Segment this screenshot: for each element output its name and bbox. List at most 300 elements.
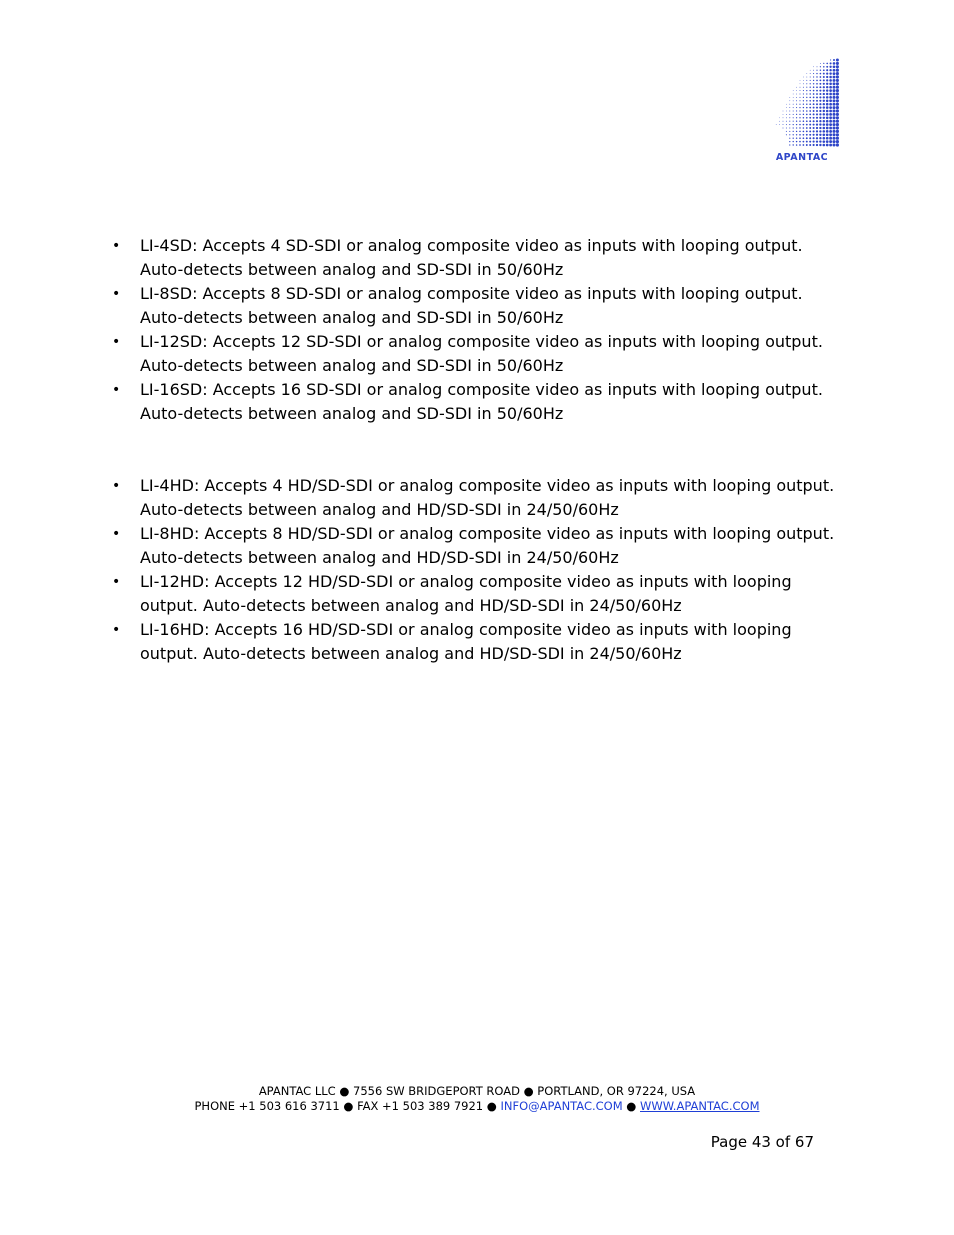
logo-dot [820, 63, 821, 64]
logo-dot [819, 113, 821, 115]
logo-dot [826, 144, 829, 147]
logo-dot [836, 126, 839, 129]
logo-dot [789, 138, 790, 139]
logo-dot [833, 93, 836, 96]
list-item-text: LI-16HD: Accepts 16 HD/SD-SDI or analog composite video as inputs with looping output. Auto-detects between analog and HD/SD-SDI in 24/50/60Hz [140, 620, 792, 663]
logo-dot [819, 93, 821, 95]
logo-dot [799, 120, 800, 121]
list-item [110, 570, 840, 618]
logo-dot [806, 134, 808, 136]
logo-dot [823, 110, 825, 112]
logo-dot [816, 83, 818, 85]
logo-dot [836, 109, 839, 112]
logo-dot [783, 124, 784, 125]
logo-dot [836, 123, 839, 126]
logo-dot [819, 134, 821, 136]
logo-dot [826, 103, 829, 106]
logo-dot [826, 133, 829, 136]
logo-dot [816, 140, 818, 142]
logo-dot [836, 120, 839, 123]
logo-dot [823, 76, 825, 78]
logo-dot [799, 124, 800, 125]
logo-dot [786, 124, 787, 125]
logo-dot [809, 127, 811, 129]
logo-dot [833, 96, 836, 99]
logo-dot [796, 94, 797, 95]
logo-dot [813, 86, 815, 88]
logo-dot [823, 127, 826, 130]
logo-dot [829, 86, 832, 89]
logo-dot [796, 131, 797, 132]
bullet: • [112, 526, 121, 542]
logo-dot [796, 134, 797, 135]
logo-dot [793, 127, 794, 128]
logo-dot [816, 103, 818, 105]
logo-dot [829, 89, 832, 92]
logo-dot [809, 120, 811, 122]
logo-dot [796, 117, 797, 118]
logo-dot [826, 106, 829, 109]
logo-dot [813, 113, 815, 115]
logo-dot [809, 114, 811, 116]
logo-dot [836, 65, 839, 68]
logo-dot [836, 143, 839, 146]
logo-dot [819, 86, 821, 88]
logo-dot [833, 133, 836, 136]
logo-dot [809, 134, 811, 136]
logo-dot [816, 70, 817, 71]
logo-dot [823, 83, 825, 85]
logo-dot [803, 137, 805, 139]
logo-dot [809, 144, 811, 146]
logo-dot [796, 121, 797, 122]
logo-dot [816, 124, 818, 126]
logo-dot [836, 130, 839, 133]
logo-dot [833, 82, 836, 85]
logo-dot [833, 79, 836, 82]
logo-dot [806, 93, 807, 94]
logo-dot [832, 137, 835, 140]
logo-dot [836, 103, 839, 106]
logo-dot [836, 137, 839, 140]
logo-dot [809, 130, 811, 132]
logo-dot [789, 141, 790, 142]
logo-dot [826, 130, 829, 133]
logo-dot [789, 117, 790, 118]
logo-dot [823, 73, 825, 75]
logo-dot [799, 144, 801, 146]
logo-dot [786, 114, 787, 115]
logo-dot [823, 66, 825, 68]
logo-dot [779, 121, 780, 122]
logo-dot [799, 141, 801, 143]
logo-dot [779, 117, 780, 118]
logo-dot [826, 83, 828, 85]
logo-dot [833, 86, 836, 89]
logo-dot [813, 141, 815, 143]
logo-dot [806, 137, 808, 139]
logo-dot [829, 99, 832, 102]
logo-dot [803, 144, 805, 146]
logo-dot [810, 83, 811, 84]
logo-dot [819, 103, 821, 105]
logo-dot [832, 140, 835, 143]
logo-dot [786, 111, 787, 112]
logo-dot [829, 140, 832, 143]
logo-dot [803, 120, 805, 122]
logo-dot [786, 104, 787, 105]
logo-dot [786, 121, 787, 122]
logo-dot [826, 116, 829, 119]
logo-dot [819, 130, 821, 132]
list-item [110, 618, 840, 666]
logo-dot [806, 144, 808, 146]
logo-dot [816, 93, 818, 95]
logo-dot [800, 83, 801, 84]
logo-dot [836, 92, 839, 95]
logo-dot [789, 100, 790, 101]
logo-dot [796, 97, 797, 98]
logo-dot [796, 141, 797, 142]
logo-dot [830, 59, 831, 60]
logo-dot [783, 111, 784, 112]
logo-dot [793, 90, 794, 91]
logo-dot [829, 79, 832, 82]
list-item-text: LI-8HD: Accepts 8 HD/SD-SDI or analog composite video as inputs with looping output. Auto-detects between analog and HD/SD-SDI in 24/50/60Hz [140, 524, 835, 567]
logo-dot [806, 107, 808, 109]
logo-dot [809, 124, 811, 126]
bullet: • [112, 478, 121, 494]
logo-dot [833, 99, 836, 102]
logo-dot [817, 66, 818, 67]
logo-dot [799, 104, 800, 105]
logo-dot [796, 104, 797, 105]
logo-dot [806, 73, 807, 74]
logo-dot [813, 107, 815, 109]
logo-dot [803, 104, 804, 105]
logo-dot [813, 83, 814, 84]
footer-address-text: APANTAC LLC ● 7556 SW BRIDGEPORT ROAD ● PORTLAND, OR 97224, USA [258, 1084, 696, 1098]
logo-dot [789, 111, 790, 112]
website-link[interactable]: WWW.APANTAC.COM [640, 1099, 760, 1113]
logo-dot [829, 103, 832, 106]
footer-contact [0, 1099, 954, 1114]
logo-dot [829, 72, 831, 74]
logo-dot [793, 97, 794, 98]
logo-dot [806, 87, 807, 88]
logo-dot [813, 144, 815, 146]
logo-dot [836, 113, 839, 116]
logo-dot [832, 143, 835, 146]
logo-dot [829, 66, 831, 68]
logo-dot [816, 127, 818, 129]
logo-dot [829, 76, 832, 79]
logo-dot [826, 73, 828, 75]
logo-dot [836, 82, 839, 85]
logo-dot [816, 107, 818, 109]
logo-dot [813, 76, 814, 77]
email-link[interactable]: INFO@APANTAC.COM [500, 1099, 623, 1113]
logo-dot [833, 116, 836, 119]
logo-dot [803, 90, 804, 91]
logo-dot [793, 131, 794, 132]
list-item [110, 522, 840, 570]
logo-dot [823, 106, 825, 108]
list-item-text: LI-8SD: Accepts 8 SD-SDI or analog composite video as inputs with looping output. Auto-detects between analog and SD-SDI in 50/60Hz [140, 284, 803, 327]
logo-dot [813, 97, 815, 99]
logo-dot [793, 141, 794, 142]
logo-dot [823, 134, 826, 137]
logo-dot [829, 127, 832, 130]
logo-dot [836, 116, 839, 119]
logo-dot [826, 86, 828, 88]
logo-dot [796, 124, 797, 125]
hd-model-list [110, 474, 840, 666]
logo-dot [823, 100, 825, 102]
logo-dot [836, 59, 839, 62]
logo-dot [806, 100, 807, 101]
logo-dot [816, 110, 818, 112]
logo-dot [833, 59, 835, 61]
logo-dot [803, 134, 805, 136]
logo-dot [800, 80, 801, 81]
logo-dot [823, 86, 825, 88]
logo-dot [806, 117, 808, 119]
bullet: • [112, 286, 121, 302]
logo-dot [826, 66, 828, 68]
logo-dot [786, 107, 787, 108]
logo-dot [803, 100, 804, 101]
logo-dot [819, 79, 821, 81]
logo-dot [836, 72, 839, 75]
logo-dot [826, 110, 829, 113]
logo-dot [796, 90, 797, 91]
logo-dot [829, 106, 832, 109]
logo-dot [826, 63, 828, 65]
logo-dot [836, 69, 839, 72]
logo-dot [816, 80, 818, 82]
logo-dot [819, 110, 821, 112]
logo-dot [820, 76, 822, 78]
logo-dot [816, 117, 818, 119]
logo-dot [813, 73, 814, 74]
logo-dot [809, 107, 811, 109]
logo-dot [833, 123, 836, 126]
logo-dot [809, 97, 811, 99]
logo-dot [796, 127, 797, 128]
logo-dot [826, 89, 828, 91]
bullet: • [112, 238, 121, 254]
logo-dot [836, 99, 839, 102]
logo-dot [816, 90, 818, 92]
logo-dot [819, 120, 821, 122]
logo-dot [826, 123, 829, 126]
bullet: • [112, 622, 121, 638]
logo-dot [823, 140, 826, 143]
logo-dot [806, 97, 807, 98]
logo-dot [793, 121, 794, 122]
logo-dot [813, 124, 815, 126]
logo-dot [833, 72, 836, 75]
logo-dot [803, 110, 804, 111]
logo-dot [826, 100, 829, 103]
logo-dot [803, 117, 805, 119]
logo-dot [829, 93, 832, 96]
logo-dot [823, 137, 826, 140]
logo-dot [789, 121, 790, 122]
logo-dot [829, 130, 832, 133]
logo-dot [793, 114, 794, 115]
logo-dot [793, 144, 794, 145]
logo-dot [793, 104, 794, 105]
logo-dot [803, 124, 805, 126]
list-item [110, 330, 840, 378]
logo-dot [803, 107, 804, 108]
logo-dot [813, 127, 815, 129]
logo-dot [813, 110, 815, 112]
logo-dot [799, 137, 801, 139]
logo-dot [806, 124, 808, 126]
logo-dot [829, 123, 832, 126]
logo-dot [820, 66, 821, 67]
logo-dot [796, 110, 797, 111]
logo-dot [803, 131, 805, 133]
logo-dot [813, 93, 815, 95]
logo-dot [810, 76, 811, 77]
list-item-text: LI-12SD: Accepts 12 SD-SDI or analog composite video as inputs with looping output. Auto-detects between analog and SD-SDI in 50/60Hz [140, 332, 823, 375]
logo-dot [816, 86, 818, 88]
logo-dot [813, 80, 814, 81]
logo-dot [789, 134, 790, 135]
logo-dot [836, 75, 839, 78]
logo-dot [803, 141, 805, 143]
logo-dot [816, 137, 818, 139]
logo-dot [806, 83, 807, 84]
logo-dot [836, 140, 839, 143]
logo-dot [793, 138, 794, 139]
logo-dot [809, 110, 811, 112]
logo-dot [816, 144, 818, 146]
logo-dot [813, 120, 815, 122]
logo-dot [823, 113, 825, 115]
logo-dot [829, 120, 832, 123]
logo-dot [789, 114, 790, 115]
logo-dot [806, 120, 808, 122]
logo-dot [826, 120, 829, 123]
logo-dot [826, 69, 828, 71]
logo-dot [809, 141, 811, 143]
logo-dot [820, 73, 822, 75]
logo-dot [806, 127, 808, 129]
logo-dot [806, 110, 808, 112]
logo-dot [813, 117, 815, 119]
logo-dot [833, 103, 836, 106]
footer-contact-text: PHONE +1 503 616 3711 ● FAX +1 503 389 7921 ● [194, 1099, 501, 1113]
logo-dot [833, 76, 836, 79]
logo-dot [819, 106, 821, 108]
logo-dot [809, 93, 810, 94]
logo-dot [836, 89, 839, 92]
logo-dot [826, 76, 828, 78]
logo-dot [836, 133, 839, 136]
logo-dot [819, 137, 821, 139]
list-item-text: LI-16SD: Accepts 16 SD-SDI or analog composite video as inputs with looping output. Auto-detects between analog and SD-SDI in 50/60Hz [140, 380, 823, 423]
logo-dot [833, 106, 836, 109]
logo-dot [800, 87, 801, 88]
logo-dot [810, 87, 811, 88]
logo-dot [816, 130, 818, 132]
logo-dot [823, 130, 826, 133]
logo-dot [813, 134, 815, 136]
logo-dot [823, 69, 825, 71]
logo-dot [816, 96, 818, 98]
logo-dot [796, 100, 797, 101]
logo-dot [810, 73, 811, 74]
list-item [110, 234, 840, 282]
logo-dot [789, 144, 790, 145]
logo-dot [803, 93, 804, 94]
logo-dot [806, 131, 808, 133]
logo-dot [830, 62, 832, 64]
logo-dot [799, 107, 800, 108]
logo-dot [819, 100, 821, 102]
logo-dot [803, 80, 804, 81]
logo-dot [829, 113, 832, 116]
logo-dot [793, 124, 794, 125]
logo-dot [799, 97, 800, 98]
logo-dot [809, 137, 811, 139]
logo-dot [826, 113, 829, 116]
logo-dot [829, 137, 832, 140]
logo-dot [800, 94, 801, 95]
logo-dot [819, 123, 821, 125]
logo-dot [793, 110, 794, 111]
logo-dot [813, 137, 815, 139]
footer-separator: ● [622, 1099, 641, 1113]
logo-dot [833, 127, 836, 130]
logo-dot [823, 103, 825, 105]
logo-dot [829, 116, 832, 119]
logo-dot [829, 96, 832, 99]
logo-dot [799, 134, 801, 136]
logo-dot [833, 120, 836, 123]
logo-dot [803, 77, 804, 78]
logo-dot [829, 133, 832, 136]
logo-dot [796, 87, 797, 88]
logo-dot [819, 127, 821, 129]
logo-dot [803, 97, 804, 98]
logo-dot [786, 131, 787, 132]
logo-dot [809, 100, 811, 102]
logo-dot [829, 69, 831, 71]
logo-dot [823, 117, 825, 119]
logo-dot [799, 117, 800, 118]
logo-dot [819, 140, 821, 142]
logo-dot [823, 123, 826, 126]
logo-dot [833, 113, 836, 116]
logo-dot [783, 121, 784, 122]
logo-dot [833, 65, 836, 68]
logo-dot [816, 100, 818, 102]
logo-dot [806, 77, 807, 78]
logo-dot [793, 100, 794, 101]
logo-dot [779, 124, 780, 125]
footer-address [0, 1084, 954, 1099]
logo-dot [833, 110, 836, 113]
logo-dot [789, 107, 790, 108]
logo-dot [816, 134, 818, 136]
logo-dot [783, 128, 784, 129]
